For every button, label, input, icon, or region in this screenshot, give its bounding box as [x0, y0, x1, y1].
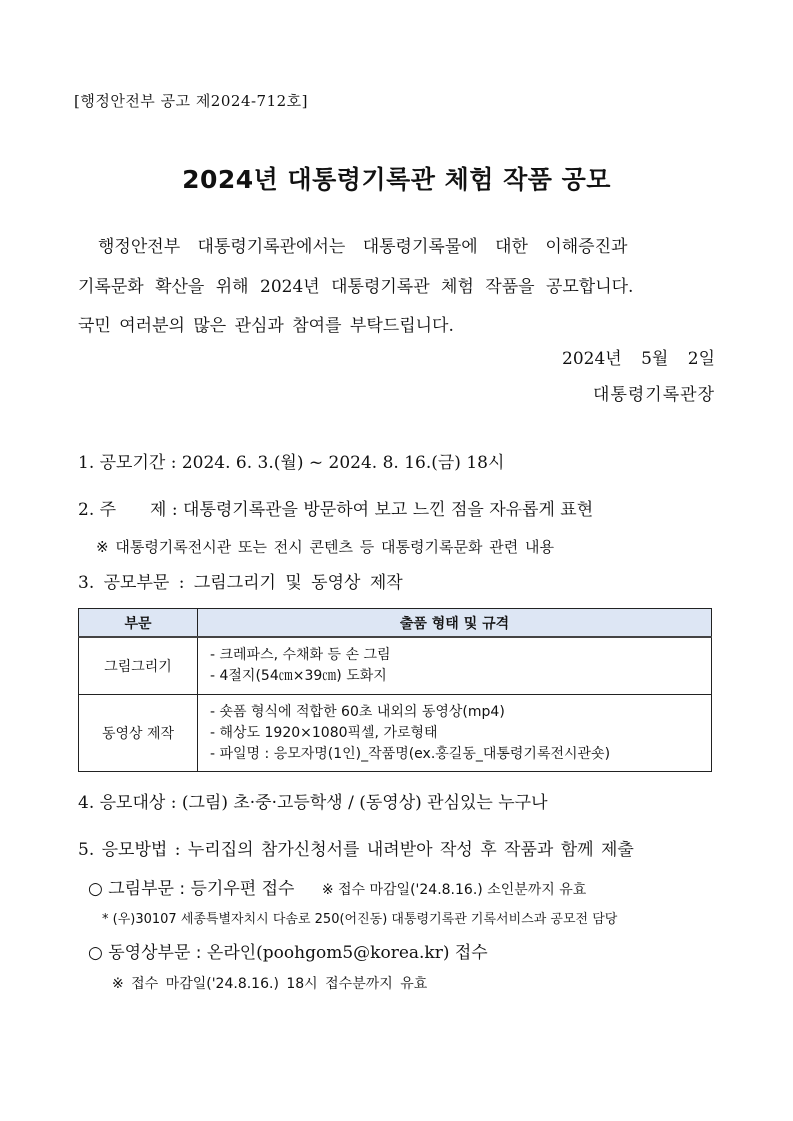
item-category: 3. 공모부문 : 그림그리기 및 동영상 제작: [78, 573, 403, 593]
intro-line-2: 기록문화 확산을 위해 2024년 대통령기록관 체험 작품을 공모합니다.: [78, 277, 634, 297]
notice-number: [행정안전부 공고 제2024-712호]: [74, 92, 309, 110]
header-category: 부문: [79, 609, 198, 638]
circle-bullet-icon: ○: [88, 943, 103, 963]
mailing-address: * (우)30107 세종특별자치시 다솜로 250(어진동) 대통령기록관 기록서비스과 공모전 담당: [102, 912, 618, 927]
header-spec: 출품 형태 및 규격: [198, 609, 712, 638]
spec-line: - 파일명 : 응모자명(1인)_작품명(ex.홍길동_대통령기록전시관숏): [210, 745, 611, 762]
item-method: 5. 응모방법 : 누리집의 참가신청서를 내려받아 작성 후 작품과 함께 제출: [78, 840, 634, 860]
intro-line-3: 국민 여러분의 많은 관심과 참여를 부탁드립니다.: [78, 316, 454, 336]
submission-email[interactable]: (poohgom5@korea.kr): [256, 943, 450, 963]
video-deadline-note: ※ 접수 마감일('24.8.16.) 18시 접수분까지 유효: [112, 976, 428, 992]
video-submission-text: 동영상부문 : 온라인: [108, 943, 257, 963]
submission-video: [88, 938, 488, 963]
page-title: 2024년 대통령기록관 체험 작품 공모: [182, 165, 611, 194]
row-category: 동영상 제작: [79, 695, 198, 772]
theme-label: 2. 주 제 :: [78, 500, 184, 520]
notice-date: 2024년 5월 2일: [562, 349, 715, 369]
table-row: [79, 695, 712, 772]
theme-value: 대통령기록관을 방문하여 보고 느낀 점을 자유롭게 표현: [183, 500, 594, 520]
spec-line: - 숏폼 형식에 적합한 60초 내외의 동영상(mp4): [210, 703, 505, 720]
submission-drawing: [88, 874, 586, 899]
circle-bullet-icon: ○: [88, 879, 103, 899]
theme-note: ※ 대통령기록전시관 또는 전시 콘텐츠 등 대통령기록문화 관련 내용: [96, 538, 554, 556]
row-specs: [198, 637, 712, 695]
drawing-submission-text: 그림부문 : 등기우편 접수: [108, 879, 295, 899]
table-header-row: [79, 609, 712, 638]
table-row: [79, 637, 712, 695]
item-eligibility: 4. 응모대상 : (그림) 초·중·고등학생 / (동영상) 관심있는 누구나: [78, 793, 548, 813]
row-category: 그림그리기: [79, 637, 198, 695]
drawing-deadline-note: ※ 접수 마감일('24.8.16.) 소인분까지 유효: [321, 882, 587, 898]
spec-line: - 4절지(54㎝×39㎝) 도화지: [210, 668, 387, 684]
row-specs: [198, 695, 712, 772]
video-submission-suffix: 접수: [449, 943, 488, 963]
issuer: 대통령기록관장: [593, 385, 715, 405]
item-period: 1. 공모기간 : 2024. 6. 3.(월) ~ 2024. 8. 16.(금) 18시: [78, 453, 505, 473]
spec-table: [78, 608, 712, 772]
spec-line: - 해상도 1920×1080픽셀, 가로형태: [210, 724, 438, 741]
intro-line-1: 행정안전부 대통령기록관에서는 대통령기록물에 대한 이해증진과: [98, 237, 628, 257]
spec-line: - 크레파스, 수채화 등 손 그림: [210, 647, 391, 663]
item-theme: [78, 495, 593, 520]
